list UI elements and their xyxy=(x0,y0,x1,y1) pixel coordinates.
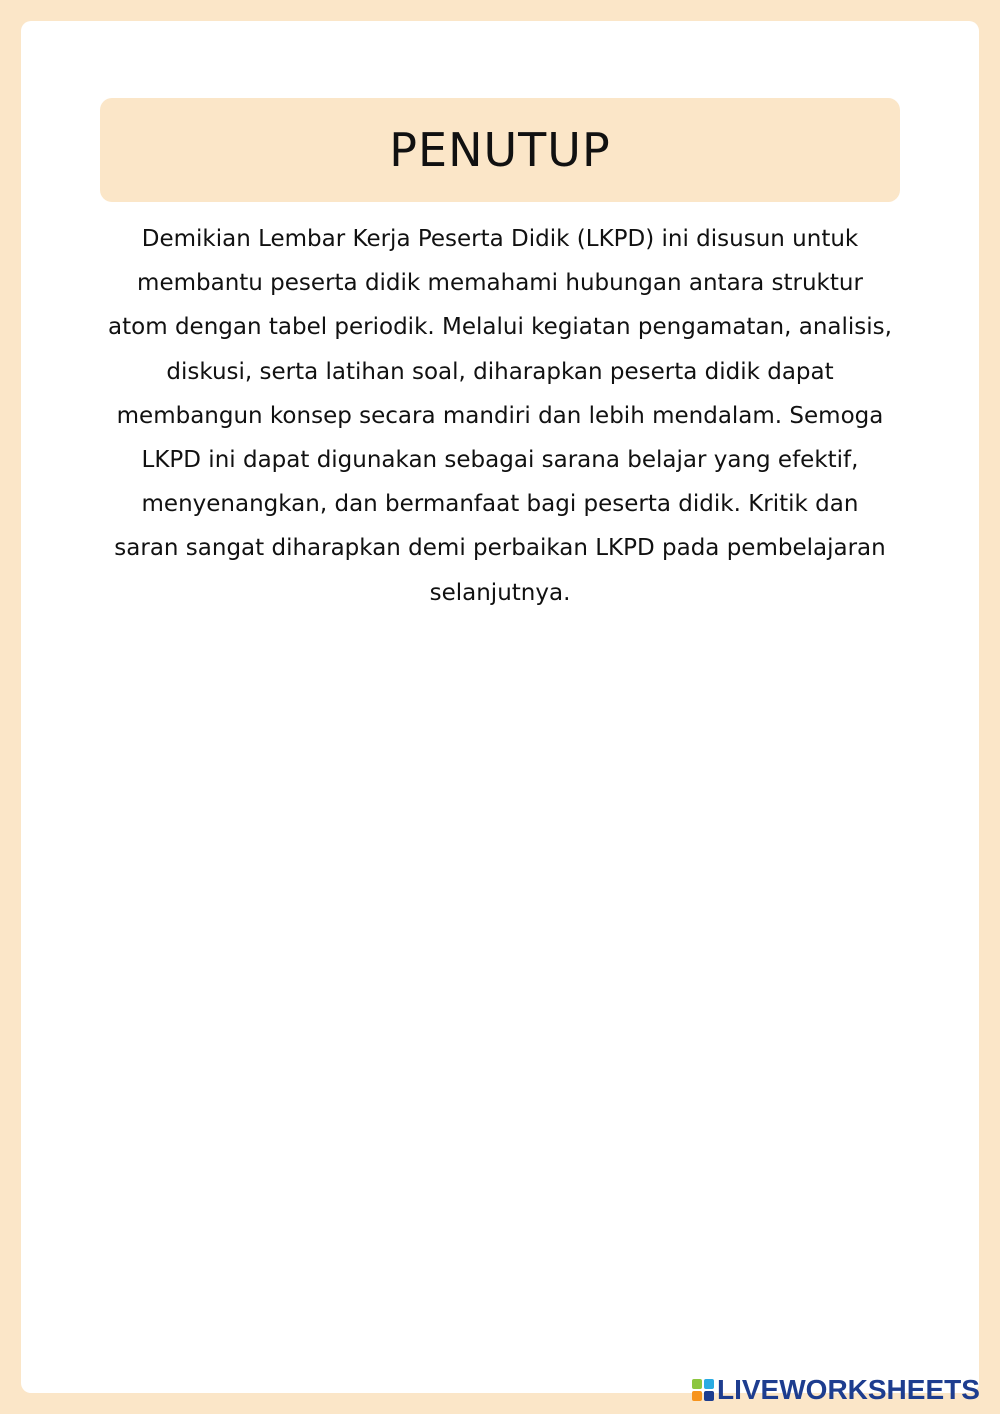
liveworksheets-logo[interactable] xyxy=(692,1374,980,1406)
liveworksheets-grid-icon xyxy=(692,1379,714,1401)
worksheet-page xyxy=(21,21,979,1393)
closing-paragraph: Demikian Lembar Kerja Peserta Didik (LKPD) ini disusun untuk membantu peserta didik memahami hubungan antara struktur atom dengan tabel periodik. Melalui kegiatan pengamatan, analisis, diskusi, serta latihan soal, diharapkan peserta didik dapat membangun konsep secara mandiri dan lebih mendalam. Semoga LKPD ini dapat digunakan sebagai sarana belajar yang efektif, menyenangkan, dan bermanfaat bagi peserta didik. Kritik dan saran sangat diharapkan demi perbaikan LKPD pada pembelajaran selanjutnya. xyxy=(108,226,892,606)
logo-text: LIVEWORKSHEETS xyxy=(717,1374,980,1405)
page-title: PENUTUP xyxy=(389,123,611,177)
title-banner xyxy=(100,98,900,202)
